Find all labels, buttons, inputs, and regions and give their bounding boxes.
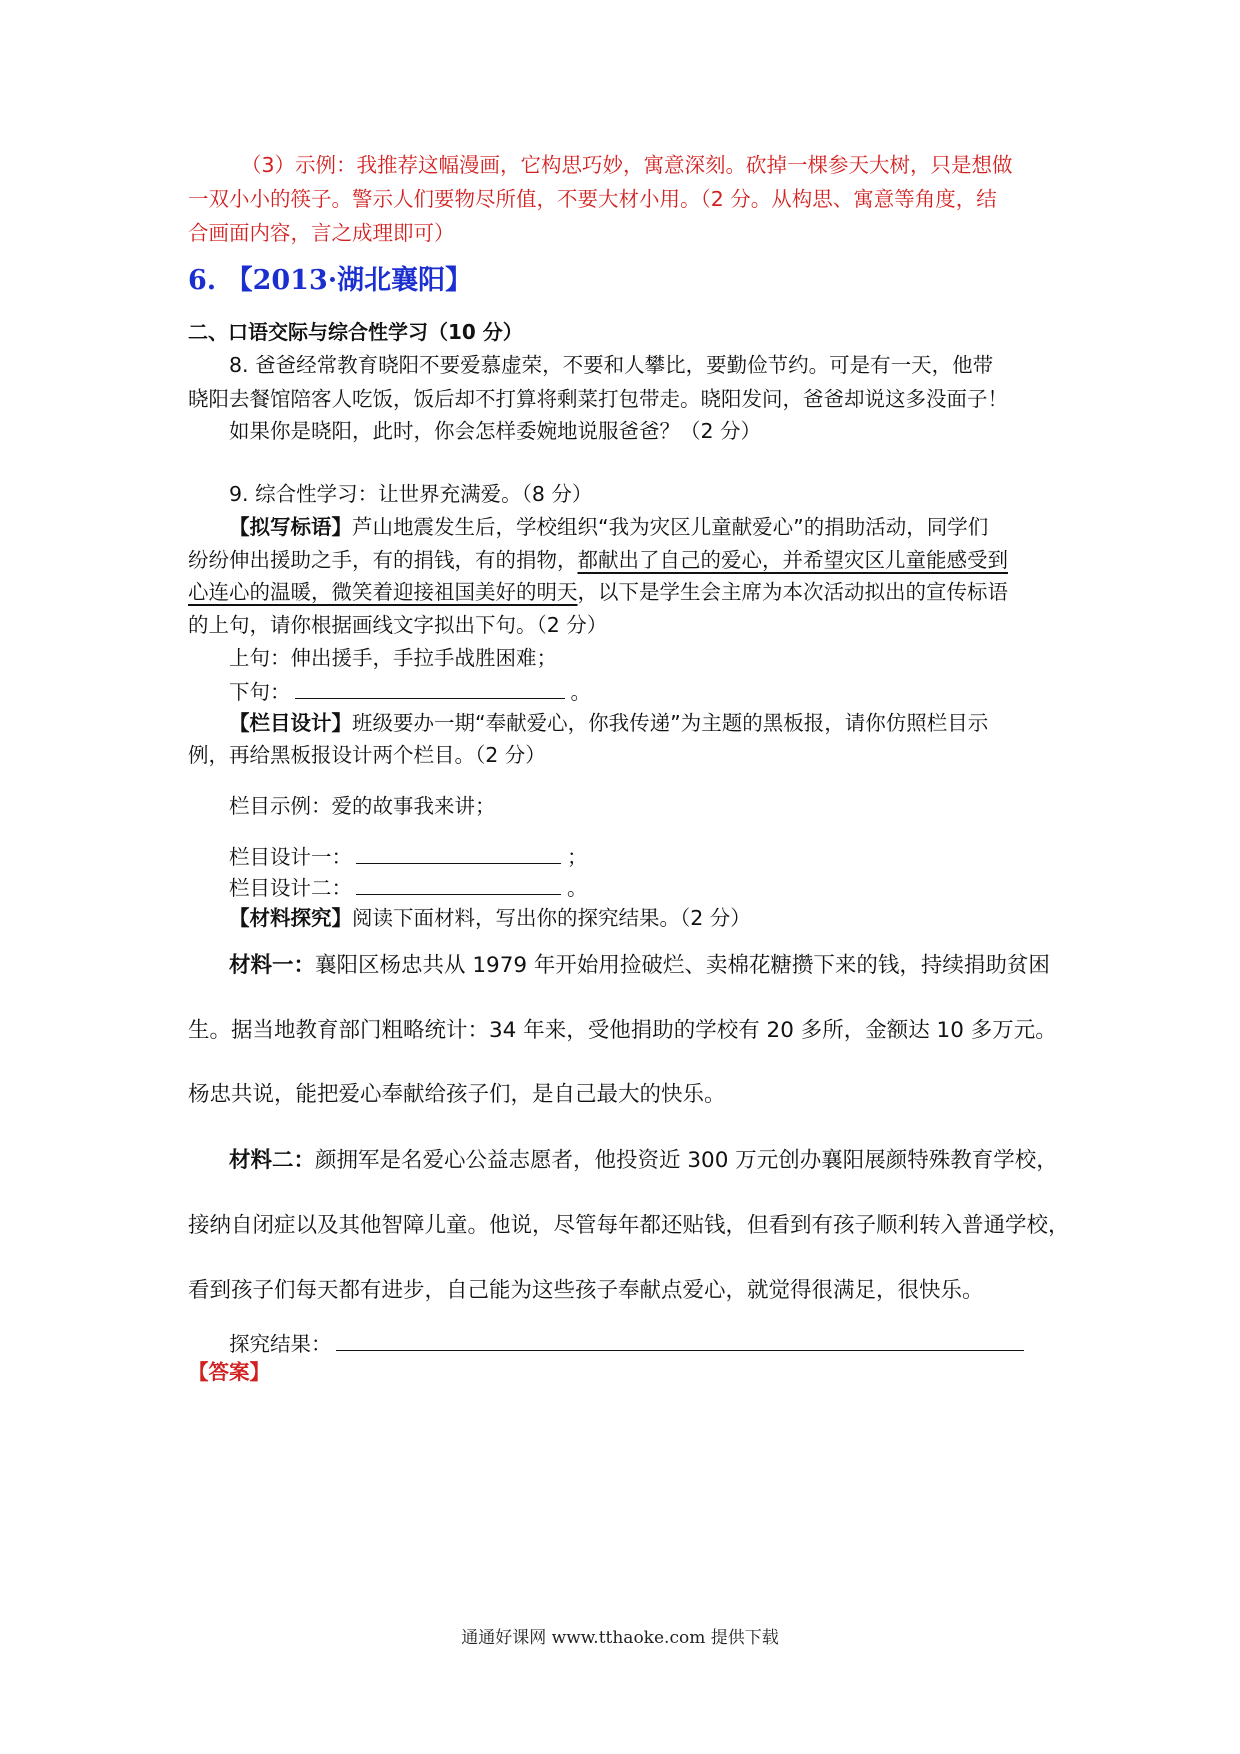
section-number: 6. xyxy=(188,265,217,296)
design2-label: 栏目设计二： xyxy=(229,876,352,900)
design1-label: 栏目设计一： xyxy=(229,845,352,869)
lower-end: 。 xyxy=(570,680,591,704)
slogan-line-2 xyxy=(188,546,1008,574)
design2-end: 。 xyxy=(567,876,588,900)
column-design-1 xyxy=(229,841,588,871)
column-example: 栏目示例：爱的故事我来讲； xyxy=(229,794,496,818)
slogan-tag: 【拟写标语】 xyxy=(229,515,352,539)
material-2-line-3: 看到孩子们每天都有进步，自己能为这些孩子奉献点爱心，就觉得很满足，很快乐。 xyxy=(188,1278,984,1303)
slogan-text-3b: ，以下是学生会主席为本次活动拟出的宣传标语 xyxy=(577,580,1008,604)
result-label: 探究结果： xyxy=(229,1332,332,1356)
material-1-label: 材料一： xyxy=(229,953,316,978)
q8-line-3: 如果你是晓阳，此时，你会怎样委婉地说服爸爸？（2 分） xyxy=(229,419,762,443)
material-text: 阅读下面材料，写出你的探究结果。（2 分） xyxy=(352,906,751,930)
lower-sentence xyxy=(229,676,591,706)
upper-sentence: 上句：伸出援手，手拉手战胜困难； xyxy=(229,646,557,670)
design1-blank[interactable] xyxy=(356,841,561,864)
answer-prev-line-1: （3）示例：我推荐这幅漫画，它构思巧妙，寓意深刻。砍掉一棵参天大树，只是想做 xyxy=(241,153,1013,177)
result-blank[interactable] xyxy=(336,1328,1024,1351)
material-2-line-1 xyxy=(229,1146,1058,1176)
material-2-text-1: 颜拥军是名爱心公益志愿者，他投资近 300 万元创办襄阳展颜特殊教育学校， xyxy=(315,1148,1058,1173)
lower-blank[interactable] xyxy=(295,676,565,699)
material-2-label: 材料二： xyxy=(229,1148,316,1173)
answer-prev-line-2: 一双小小的筷子。警示人们要物尽所值，不要大材小用。（2 分。从构思、寓意等角度，结 xyxy=(188,187,997,211)
column-tag: 【栏目设计】 xyxy=(229,711,352,735)
material-line xyxy=(229,904,751,932)
answer-prev-line-3: 合画面内容，言之成理即可） xyxy=(188,221,455,245)
column-design-2 xyxy=(229,872,588,902)
material-2-line-2: 接纳自闭症以及其他智障儿童。他说，尽管每年都还贴钱，但看到有孩子顺利转入普通学校， xyxy=(188,1213,1070,1238)
column-line-1 xyxy=(229,709,988,737)
page-footer: 通通好课网 www.tthaoke.com 提供下载 xyxy=(461,1628,779,1648)
material-1-line-3: 杨忠共说，能把爱心奉献给孩子们，是自己最大的快乐。 xyxy=(188,1082,726,1107)
result-line xyxy=(229,1328,1030,1358)
material-1-text-1: 襄阳区杨忠共从 1979 年开始用捡破烂、卖棉花糖攒下来的钱，持续捐助贫困 xyxy=(315,953,1050,978)
q9-intro: 9. 综合性学习：让世界充满爱。（8 分） xyxy=(229,482,593,506)
design1-end: ； xyxy=(567,845,588,869)
slogan-underlined-2: 心连心的温暖，微笑着迎接祖国美好的明天 xyxy=(188,580,578,604)
slogan-text-2a: 纷纷伸出援助之手，有的捐钱，有的捐物， xyxy=(188,548,578,572)
slogan-line-4: 的上句，请你根据画线文字拟出下句。（2 分） xyxy=(188,613,608,637)
slogan-underlined-1: 都献出了自己的爱心，并希望灾区儿童能感受到 xyxy=(577,548,1008,572)
material-tag: 【材料探究】 xyxy=(229,906,352,930)
q8-line-2: 晓阳去餐馆陪客人吃饭，饭后却不打算将剩菜打包带走。晓阳发问，爸爸却说这多没面子！ xyxy=(188,387,1008,411)
q8-line-1: 8. 爸爸经常教育晓阳不要爱慕虚荣，不要和人攀比，要勤俭节约。可是有一天，他带 xyxy=(229,353,994,377)
material-1-line-1 xyxy=(229,951,1050,981)
slogan-line-3 xyxy=(188,578,1008,606)
slogan-line-1 xyxy=(229,513,988,541)
material-1-line-2: 生。据当地教育部门粗略统计：34 年来，受他捐助的学校有 20 多所，金额达 10 多万元。 xyxy=(188,1018,1057,1043)
design2-blank[interactable] xyxy=(356,872,561,895)
part-heading: 二、口语交际与综合性学习（10 分） xyxy=(188,320,523,344)
slogan-text-1: 芦山地震发生后，学校组织“我为灾区儿童献爱心”的捐助活动，同学们 xyxy=(352,515,989,539)
section-title: 【2013·湖北襄阳】 xyxy=(225,265,473,296)
column-text-1: 班级要办一期“奉献爱心，你我传递”为主题的黑板报，请你仿照栏目示 xyxy=(352,711,989,735)
column-line-2: 例，再给黑板报设计两个栏目。（2 分） xyxy=(188,743,546,767)
section-heading xyxy=(188,264,472,298)
lower-label: 下句： xyxy=(229,680,291,704)
answer-tag: 【答案】 xyxy=(188,1360,270,1384)
